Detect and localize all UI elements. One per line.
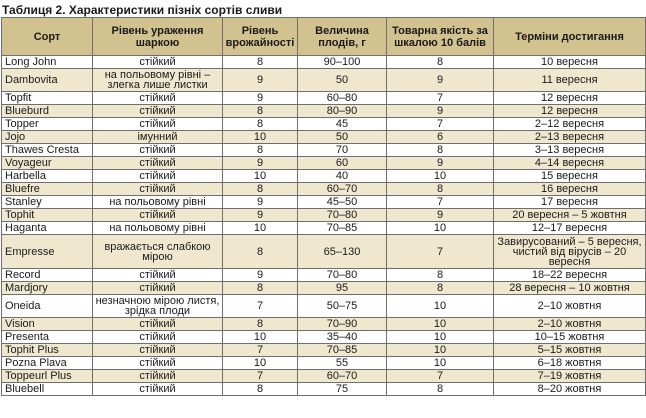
table-row <box>2 183 646 196</box>
cell-yield: 8 <box>223 56 298 69</box>
cell-sort: Bluefre <box>2 183 93 196</box>
cell-size: 70–90 <box>298 318 387 331</box>
table-row <box>2 282 646 295</box>
cell-sort: Haganta <box>2 222 93 235</box>
cell-size: 45–50 <box>298 196 387 209</box>
cell-size: 60–70 <box>298 370 387 383</box>
cell-ripening: 12 вересня <box>494 92 646 105</box>
cell-quality: 7 <box>387 370 494 383</box>
cell-damage: стійкий <box>93 383 223 396</box>
cell-sort: Tophit <box>2 209 93 222</box>
table-row <box>2 144 646 157</box>
table-row <box>2 118 646 131</box>
cell-ripening: 28 вересня – 10 жовтня <box>494 282 646 295</box>
cell-sort: Stanley <box>2 196 93 209</box>
cell-quality: 10 <box>387 295 494 318</box>
cell-quality: 8 <box>387 56 494 69</box>
cell-damage: стійкий <box>93 170 223 183</box>
cell-yield: 8 <box>223 183 298 196</box>
cell-yield: 9 <box>223 69 298 92</box>
cell-sort: Blueburd <box>2 105 93 118</box>
cell-yield: 8 <box>223 383 298 396</box>
cell-size: 60–80 <box>298 92 387 105</box>
cell-size: 70–80 <box>298 269 387 282</box>
cell-ripening: 16 вересня <box>494 183 646 196</box>
cell-quality: 8 <box>387 269 494 282</box>
cell-ripening: 15 вересня <box>494 170 646 183</box>
cell-sort: Thawes Cresta <box>2 144 93 157</box>
cell-sort: Topper <box>2 118 93 131</box>
cell-quality: 7 <box>387 235 494 269</box>
table-row <box>2 318 646 331</box>
cell-quality: 8 <box>387 282 494 295</box>
cell-quality: 10 <box>387 170 494 183</box>
cell-size: 75 <box>298 383 387 396</box>
table-header-row <box>2 18 646 56</box>
cell-damage: стійкий <box>93 370 223 383</box>
cell-quality: 10 <box>387 357 494 370</box>
cell-yield: 9 <box>223 157 298 170</box>
cell-sort: Record <box>2 269 93 282</box>
cell-size: 80–90 <box>298 105 387 118</box>
table-row <box>2 344 646 357</box>
cell-damage: вражається слабкою мірою <box>93 235 223 269</box>
cell-damage: стійкий <box>93 144 223 157</box>
table-row <box>2 209 646 222</box>
table-row <box>2 269 646 282</box>
table-row <box>2 56 646 69</box>
cell-yield: 8 <box>223 318 298 331</box>
cell-quality: 10 <box>387 318 494 331</box>
cell-damage: стійкий <box>93 105 223 118</box>
cell-sort: Long John <box>2 56 93 69</box>
cell-quality: 9 <box>387 157 494 170</box>
cell-quality: 9 <box>387 105 494 118</box>
cell-ripening: 18–22 вересня <box>494 269 646 282</box>
cell-ripening: 2–12 вересня <box>494 118 646 131</box>
cell-quality: 7 <box>387 92 494 105</box>
cell-damage: стійкий <box>93 92 223 105</box>
table-row <box>2 69 646 92</box>
cell-yield: 7 <box>223 370 298 383</box>
cell-sort: Dambovita <box>2 69 93 92</box>
cell-ripening: 3–13 вересня <box>494 144 646 157</box>
cell-quality: 10 <box>387 344 494 357</box>
header-quality: Товарна якість за шкалою 10 балів <box>387 18 494 56</box>
cell-sort: Oneida <box>2 295 93 318</box>
cell-damage: стійкий <box>93 344 223 357</box>
cell-sort: Voyageur <box>2 157 93 170</box>
table-row <box>2 357 646 370</box>
cell-size: 95 <box>298 282 387 295</box>
cell-yield: 8 <box>223 144 298 157</box>
header-sort: Сорт <box>2 18 93 56</box>
cell-quality: 8 <box>387 383 494 396</box>
cell-ripening: 7–19 жовтня <box>494 370 646 383</box>
plum-varieties-table <box>1 17 646 396</box>
cell-size: 60 <box>298 157 387 170</box>
table-row <box>2 222 646 235</box>
cell-ripening: 8–20 жовтня <box>494 383 646 396</box>
header-damage: Рівень ураження шаркою <box>93 18 223 56</box>
cell-quality: 7 <box>387 196 494 209</box>
table-row <box>2 235 646 269</box>
cell-damage: на польовому рівні <box>93 222 223 235</box>
cell-size: 50 <box>298 69 387 92</box>
cell-yield: 9 <box>223 92 298 105</box>
table-row <box>2 131 646 144</box>
cell-damage: стійкий <box>93 282 223 295</box>
cell-ripening: 10 вересня <box>494 56 646 69</box>
cell-sort: Bluebell <box>2 383 93 396</box>
cell-yield: 10 <box>223 222 298 235</box>
cell-ripening: 5–15 жовтня <box>494 344 646 357</box>
cell-yield: 9 <box>223 196 298 209</box>
cell-size: 70–85 <box>298 344 387 357</box>
cell-yield: 10 <box>223 357 298 370</box>
cell-sort: Harbella <box>2 170 93 183</box>
cell-damage: стійкий <box>93 269 223 282</box>
table-row <box>2 157 646 170</box>
cell-size: 45 <box>298 118 387 131</box>
cell-yield: 9 <box>223 269 298 282</box>
table-row <box>2 383 646 396</box>
cell-quality: 10 <box>387 222 494 235</box>
cell-sort: Presenta <box>2 331 93 344</box>
cell-ripening: Завирусований – 5 вересня, чистий від вірусів – 20 вересня <box>494 235 646 269</box>
cell-sort: Jojo <box>2 131 93 144</box>
cell-damage: стійкий <box>93 209 223 222</box>
cell-yield: 10 <box>223 170 298 183</box>
cell-quality: 9 <box>387 69 494 92</box>
cell-yield: 10 <box>223 131 298 144</box>
cell-ripening: 20 вересня – 5 жовтня <box>494 209 646 222</box>
cell-quality: 7 <box>387 118 494 131</box>
cell-damage: на польовому рівні – злегка лише листки <box>93 69 223 92</box>
cell-damage: на польовому рівні <box>93 196 223 209</box>
cell-size: 60–70 <box>298 183 387 196</box>
cell-damage: стійкий <box>93 183 223 196</box>
cell-sort: Tophit Plus <box>2 344 93 357</box>
cell-ripening: 6–18 жовтня <box>494 357 646 370</box>
table-row <box>2 331 646 344</box>
cell-yield: 8 <box>223 282 298 295</box>
cell-ripening: 10–15 жовтня <box>494 331 646 344</box>
cell-sort: Empresse <box>2 235 93 269</box>
cell-yield: 9 <box>223 209 298 222</box>
cell-ripening: 2–10 жовтня <box>494 295 646 318</box>
table-row <box>2 370 646 383</box>
table-row <box>2 295 646 318</box>
table-row <box>2 170 646 183</box>
cell-damage: стійкий <box>93 331 223 344</box>
cell-sort: Vision <box>2 318 93 331</box>
cell-size: 65–130 <box>298 235 387 269</box>
cell-size: 90–100 <box>298 56 387 69</box>
cell-damage: стійкий <box>93 157 223 170</box>
cell-size: 55 <box>298 357 387 370</box>
table-row <box>2 196 646 209</box>
cell-size: 70–80 <box>298 209 387 222</box>
cell-damage: незначною мірою листя, зрідка плоди <box>93 295 223 318</box>
cell-size: 50–75 <box>298 295 387 318</box>
cell-yield: 7 <box>223 295 298 318</box>
cell-damage: імунний <box>93 131 223 144</box>
cell-damage: стійкий <box>93 118 223 131</box>
cell-ripening: 2–10 жовтня <box>494 318 646 331</box>
cell-quality: 10 <box>387 331 494 344</box>
cell-sort: Toppeurl Plus <box>2 370 93 383</box>
cell-sort: Topfit <box>2 92 93 105</box>
cell-ripening: 12–17 вересня <box>494 222 646 235</box>
table-row <box>2 105 646 118</box>
cell-size: 70 <box>298 144 387 157</box>
cell-yield: 7 <box>223 344 298 357</box>
header-yield: Рівень врожайності <box>223 18 298 56</box>
table-title: Таблиця 2. Характеристики пізніх сортів сливи <box>2 3 283 17</box>
cell-damage: стійкий <box>93 318 223 331</box>
cell-yield: 8 <box>223 118 298 131</box>
cell-sort: Mardjory <box>2 282 93 295</box>
cell-damage: стійкий <box>93 357 223 370</box>
cell-yield: 10 <box>223 331 298 344</box>
cell-ripening: 2–13 вересня <box>494 131 646 144</box>
cell-damage: стійкий <box>93 56 223 69</box>
cell-ripening: 4–14 вересня <box>494 157 646 170</box>
cell-yield: 8 <box>223 235 298 269</box>
cell-size: 35–40 <box>298 331 387 344</box>
cell-size: 50 <box>298 131 387 144</box>
cell-quality: 6 <box>387 131 494 144</box>
cell-yield: 8 <box>223 105 298 118</box>
header-ripening: Терміни достигання <box>494 18 646 56</box>
cell-size: 40 <box>298 170 387 183</box>
cell-quality: 8 <box>387 144 494 157</box>
cell-ripening: 11 вересня <box>494 69 646 92</box>
cell-sort: Pozna Plava <box>2 357 93 370</box>
cell-quality: 8 <box>387 183 494 196</box>
cell-ripening: 12 вересня <box>494 105 646 118</box>
table-row <box>2 92 646 105</box>
cell-quality: 9 <box>387 209 494 222</box>
cell-ripening: 17 вересня <box>494 196 646 209</box>
header-size: Величина плодів, г <box>298 18 387 56</box>
cell-size: 70–85 <box>298 222 387 235</box>
